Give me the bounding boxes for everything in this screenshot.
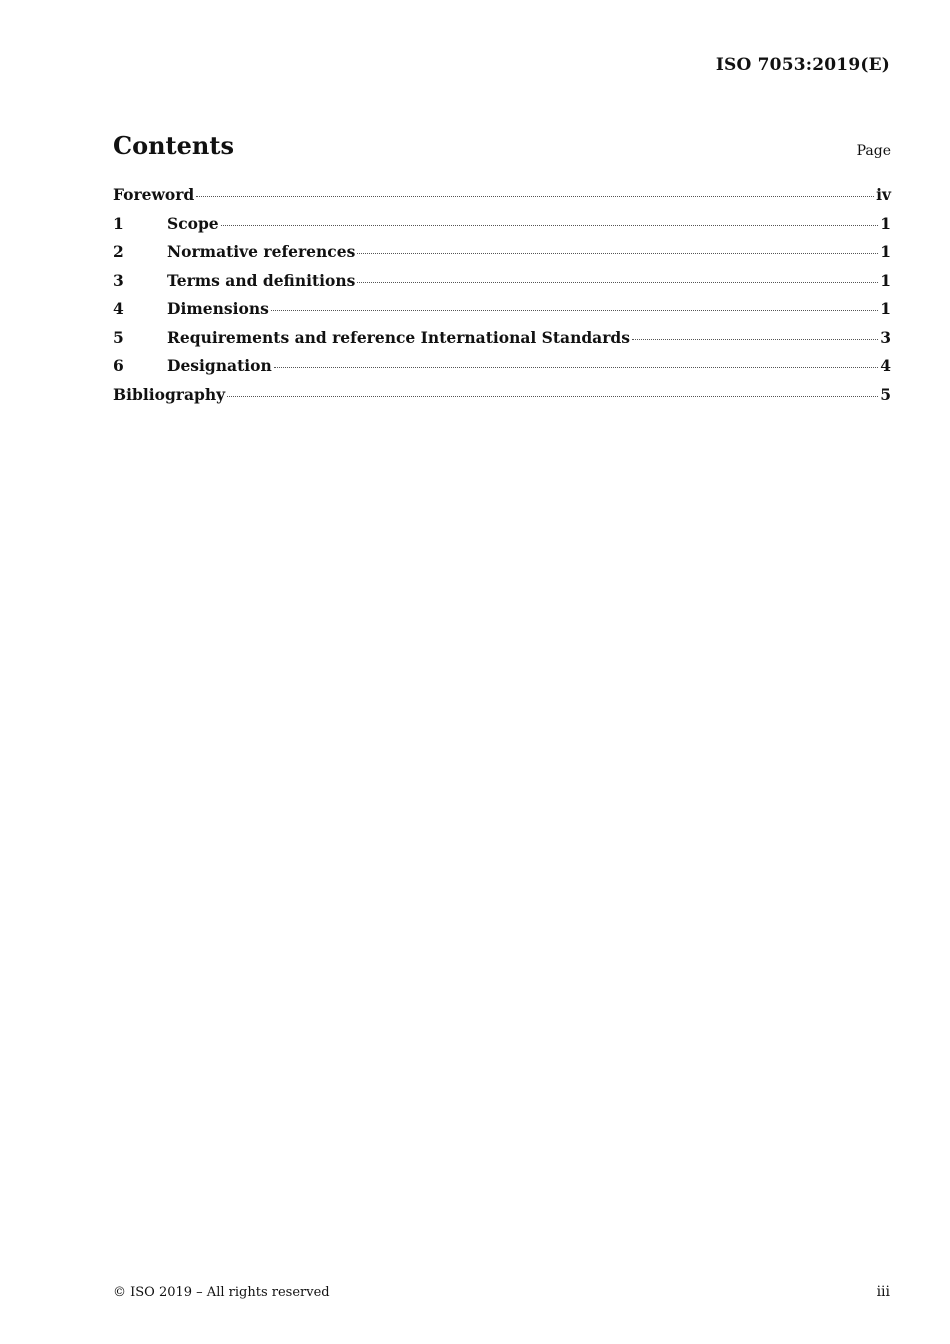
- dot-leader: [357, 282, 878, 283]
- toc-entry-page: 4: [880, 356, 891, 375]
- dot-leader: [271, 310, 878, 311]
- toc-entry-designation[interactable]: [113, 356, 891, 385]
- dot-leader: [196, 196, 874, 197]
- toc-entry-title: Foreword: [113, 185, 195, 204]
- page-column-label: Page: [856, 143, 891, 159]
- dot-leader: [274, 367, 878, 368]
- toc-entry-page: 1: [880, 242, 891, 261]
- toc-entry-title: Designation: [167, 356, 272, 375]
- copyright-notice: © ISO 2019 – All rights reserved: [113, 1285, 330, 1300]
- toc-entry-page: 3: [880, 327, 891, 347]
- toc-entry-page: 5: [880, 384, 891, 404]
- dot-leader: [221, 225, 879, 226]
- toc-entry-page: 1: [880, 299, 891, 318]
- toc-entry-foreword[interactable]: [113, 185, 891, 214]
- toc-entry-scope[interactable]: [113, 214, 891, 243]
- toc-entry-title: Terms and definitions: [167, 270, 356, 290]
- contents-title: Contents: [113, 131, 234, 160]
- dot-leader: [227, 396, 878, 397]
- toc-entry-requirements[interactable]: [113, 328, 891, 357]
- toc-entry-terms-and-definitions[interactable]: [113, 271, 891, 300]
- toc-entry-normative-references[interactable]: [113, 242, 891, 271]
- toc-entry-page: iv: [876, 185, 891, 204]
- toc-entry-title: Bibliography: [113, 384, 226, 404]
- toc-entry-title: Dimensions: [167, 299, 269, 318]
- toc-entry-number: 5: [113, 327, 124, 347]
- dot-leader: [632, 339, 878, 340]
- document-id: ISO 7053:2019(E): [715, 55, 890, 75]
- toc-entry-number: 1: [113, 213, 124, 233]
- toc-entry-number: 4: [113, 299, 124, 318]
- toc-entry-number: 6: [113, 356, 124, 375]
- dot-leader: [357, 253, 878, 254]
- toc-entry-number: 2: [113, 242, 124, 261]
- table-of-contents: [113, 185, 891, 413]
- contents-header: [113, 131, 891, 165]
- toc-entry-page: 1: [880, 213, 891, 233]
- toc-entry-bibliography[interactable]: [113, 385, 891, 414]
- page-number: iii: [876, 1284, 890, 1300]
- toc-entry-page: 1: [880, 270, 891, 290]
- toc-entry-number: 3: [113, 270, 124, 290]
- toc-entry-title: Requirements and reference International Standards: [167, 327, 630, 347]
- toc-entry-dimensions[interactable]: [113, 299, 891, 328]
- toc-entry-title: Normative references: [167, 242, 356, 261]
- toc-entry-title: Scope: [167, 213, 219, 233]
